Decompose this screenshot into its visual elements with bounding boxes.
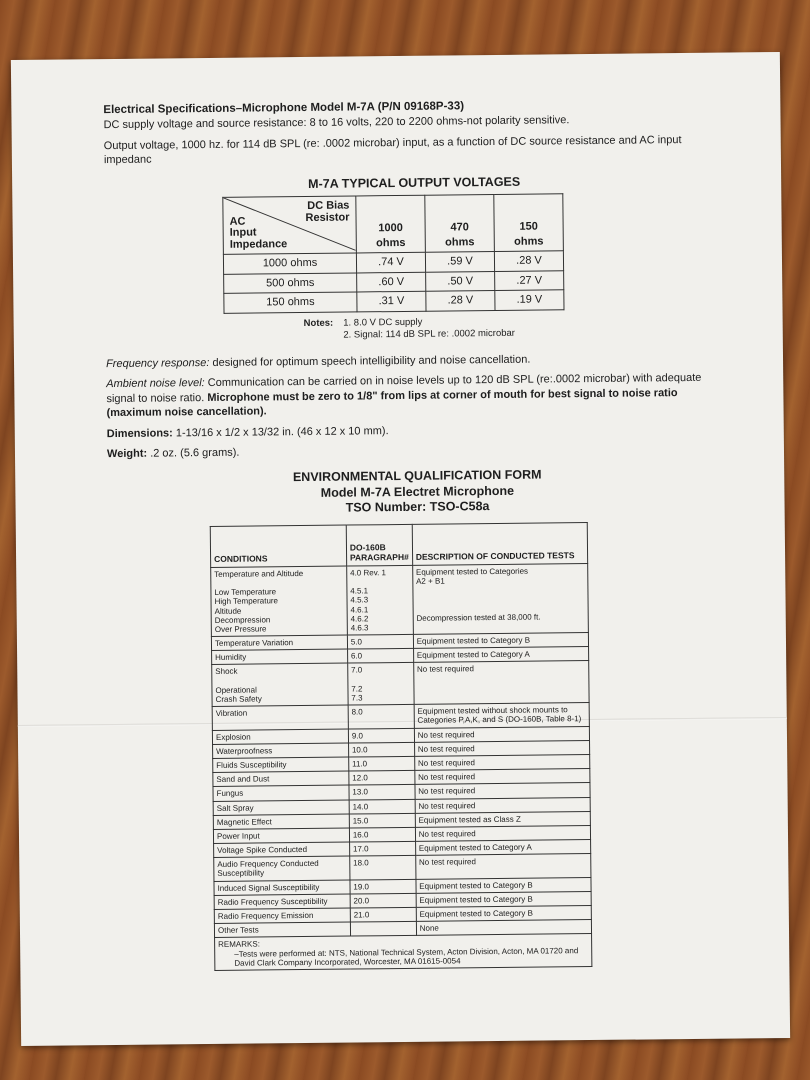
table-notes	[304, 314, 706, 343]
voltage-cell: .31 V	[357, 291, 426, 311]
ambient-noise	[106, 371, 706, 421]
column-header-unit: ohms	[445, 235, 475, 249]
condition-cell: Waterproofness	[213, 743, 349, 759]
table-row	[224, 290, 564, 313]
corner-top-line: Resistor	[305, 211, 350, 224]
paragraph-cell: 13.0	[349, 785, 415, 800]
corner-top-line: DC Bias	[307, 199, 350, 213]
description-cell: Equipment tested to Category A	[413, 647, 588, 663]
note-item: 1. 8.0 V DC supply	[343, 316, 423, 329]
condition-cell: Vibration	[212, 705, 348, 730]
paragraph-cell: 21.0	[350, 907, 416, 922]
paragraph-cell: 14.0	[349, 799, 415, 814]
condition-cell: Shock Operational Crash Safety	[212, 664, 348, 707]
corner-bottom-label	[230, 216, 288, 251]
corner-top-label	[305, 201, 349, 225]
column-header	[356, 195, 426, 253]
column-header-value: 1000	[378, 222, 403, 235]
description-cell: No test required	[415, 797, 590, 813]
description-cell: Equipment tested as Class Z	[415, 811, 590, 827]
paragraph-cell: 10.0	[348, 742, 414, 757]
paragraph-cell: 5.0	[347, 634, 413, 649]
row-label: 1000 ohms	[223, 253, 356, 274]
description-cell: No test required	[415, 825, 590, 841]
frequency-label: Frequency response:	[105, 356, 210, 370]
description-cell: No test required	[415, 783, 590, 799]
paragraph-cell: 11.0	[349, 756, 415, 771]
paragraph-cell: 19.0	[350, 879, 416, 894]
column-header	[425, 195, 495, 253]
voltages-table-corner	[223, 196, 357, 254]
spec-sheet-content	[103, 97, 712, 972]
remarks-cell	[215, 934, 592, 971]
paragraph-header: DO-160B PARAGRAPH#	[346, 524, 412, 566]
description-cell: No test required	[415, 769, 590, 785]
description-cell: Equipment tested to Category B	[416, 906, 591, 922]
paragraph-cell: 6.0	[347, 649, 413, 664]
voltages-table-title: M-7A TYPICAL OUTPUT VOLTAGES	[308, 174, 521, 191]
condition-cell: Temperature and Altitude Low Temperature High Temperature Altitude Decompression Over Pressure	[211, 566, 348, 637]
condition-cell: Salt Spray	[213, 800, 349, 816]
dc-supply-text: DC supply voltage and source resistance: 8 to 16 volts, 220 to 2200 ohms-not polarity sensitive.	[103, 114, 570, 132]
condition-cell: Induced Signal Susceptibility	[214, 880, 350, 896]
note-item: 2. Signal: 114 dB SPL re: .0002 microbar	[343, 328, 516, 341]
weight-label: Weight:	[106, 448, 148, 461]
condition-cell: Fluids Susceptibility	[213, 757, 349, 773]
voltages-table	[222, 193, 564, 313]
dimensions-text: 1-13/16 x 1/2 x 13/32 in. (46 x 12 x 10 mm).	[172, 425, 389, 440]
column-header-unit: ohms	[376, 236, 406, 249]
output-voltage-text: Output voltage, 1000 hz. for 114 dB SPL (re: .0002 microbar) input, as a function of DC source resistance and AC input impedanc	[103, 133, 682, 167]
ambient-text: Communication can be carried on in noise levels up to 120 dB SPL (re:.0002 microbar) with adequate signal to noise ratio.	[106, 372, 702, 405]
voltage-cell: .59 V	[425, 252, 494, 272]
remarks-row	[215, 934, 592, 971]
row-label: 150 ohms	[224, 292, 357, 313]
remarks-text: –Tests were performed at: NTS, National Technical System, Acton Division, Acton, MA 01720 and David Clark Company Incorporated, Worcester, MA 01615-0054	[234, 945, 579, 968]
condition-cell: Other Tests	[214, 922, 350, 938]
env-form-model: Model M-7A Electret Microphone	[320, 483, 515, 500]
condition-cell: Audio Frequency Conducted Susceptibility	[214, 856, 350, 881]
env-form-tso: TSO Number: TSO-C58a	[345, 499, 490, 515]
table-row	[211, 563, 589, 636]
condition-cell: Explosion	[212, 729, 348, 745]
remarks-label: REMARKS:	[218, 939, 260, 950]
ambient-label: Ambient noise level:	[106, 377, 205, 391]
voltage-cell: .50 V	[426, 271, 495, 291]
description-cell: Equipment tested to Categories A2 + B1 Decompression tested at 38,000 ft.	[412, 563, 588, 634]
description-cell: No test required	[413, 661, 589, 705]
condition-cell: Temperature Variation	[211, 635, 347, 651]
voltage-cell: .28 V	[426, 291, 495, 311]
voltage-cell: .19 V	[495, 290, 564, 310]
paragraph-cell: 16.0	[349, 827, 415, 842]
corner-bottom-line: Input	[229, 226, 257, 239]
env-table-header	[210, 522, 587, 567]
env-form-heading	[147, 466, 687, 519]
frequency-response	[106, 351, 706, 372]
env-table-body	[210, 522, 591, 938]
ambient-bold-text: Microphone must be zero to 1/8" from lips at corner of mouth for best signal to noise ratio (maximum noise cancellation).	[106, 386, 678, 420]
column-header-unit: ohms	[514, 235, 544, 248]
column-header-value: 470	[450, 221, 469, 234]
voltage-cell: .27 V	[495, 271, 564, 291]
table-row	[212, 661, 589, 707]
condition-cell: Magnetic Effect	[213, 814, 349, 830]
dimensions-label: Dimensions:	[106, 427, 173, 440]
description-cell: Equipment tested to Category B	[413, 633, 588, 649]
voltage-cell: .74 V	[356, 252, 425, 272]
paragraph-cell: 7.0 7.2 7.3	[348, 663, 414, 705]
description-cell: No test required	[414, 740, 589, 756]
paragraph-cell: 20.0	[350, 893, 416, 908]
spec-title: Electrical Specifications–Microphone Model M-7A (P/N 09168P-33)	[103, 100, 465, 117]
condition-cell: Voltage Spike Conducted	[214, 842, 350, 858]
env-form-title: ENVIRONMENTAL QUALIFICATION FORM	[292, 467, 542, 485]
notes-label: Notes:	[303, 317, 334, 329]
paragraph-cell: 15.0	[349, 813, 415, 828]
condition-cell: Radio Frequency Susceptibility	[214, 894, 350, 910]
weight	[107, 441, 707, 462]
env-qualification-table	[210, 522, 593, 971]
dimensions	[107, 421, 707, 442]
paragraph-cell: 12.0	[349, 771, 415, 786]
condition-cell: Humidity	[212, 649, 348, 665]
frequency-text: designed for optimum speech intelligibility and noise cancellation.	[209, 353, 531, 369]
description-cell: None	[416, 920, 591, 936]
description-cell: Equipment tested to Category A	[415, 840, 590, 856]
description-cell: Equipment tested without shock mounts to Categories P,A,K, and S (DO-160B, Table 8-1)	[414, 703, 590, 728]
column-header-value: 150	[519, 220, 538, 233]
paragraph-cell: 8.0	[348, 705, 414, 729]
description-header: DESCRIPTION OF CONDUCTED TESTS	[412, 522, 588, 565]
paragraph-cell: 18.0	[350, 856, 416, 880]
description-cell: No test required	[414, 726, 589, 742]
condition-cell: Sand and Dust	[213, 771, 349, 787]
weight-text: .2 oz. (5.6 grams).	[147, 447, 240, 461]
description-cell: No test required	[414, 755, 589, 771]
condition-cell: Fungus	[213, 785, 349, 801]
paragraph-cell: 9.0	[348, 728, 414, 743]
voltage-cell: .28 V	[494, 251, 563, 271]
corner-bottom-line: AC	[229, 215, 246, 228]
row-label: 500 ohms	[224, 273, 357, 294]
description-cell: Equipment tested to Category B	[416, 891, 591, 907]
paragraph-cell: 4.0 Rev. 1 4.5.1 4.5.3 4.6.1 4.6.2 4.6.3	[347, 565, 414, 635]
description-cell: No test required	[415, 854, 591, 879]
condition-cell: Radio Frequency Emission	[214, 908, 350, 924]
condition-cell: Power Input	[213, 828, 349, 844]
voltage-cell: .60 V	[357, 272, 426, 292]
corner-bottom-line: Impedance	[229, 237, 288, 251]
paragraph-cell: 17.0	[349, 841, 415, 856]
description-cell: Equipment tested to Category B	[416, 877, 591, 893]
paragraph-cell	[350, 922, 416, 937]
column-header	[494, 194, 564, 252]
conditions-header: CONDITIONS	[210, 525, 346, 567]
spec-sheet-paper	[11, 52, 790, 1046]
